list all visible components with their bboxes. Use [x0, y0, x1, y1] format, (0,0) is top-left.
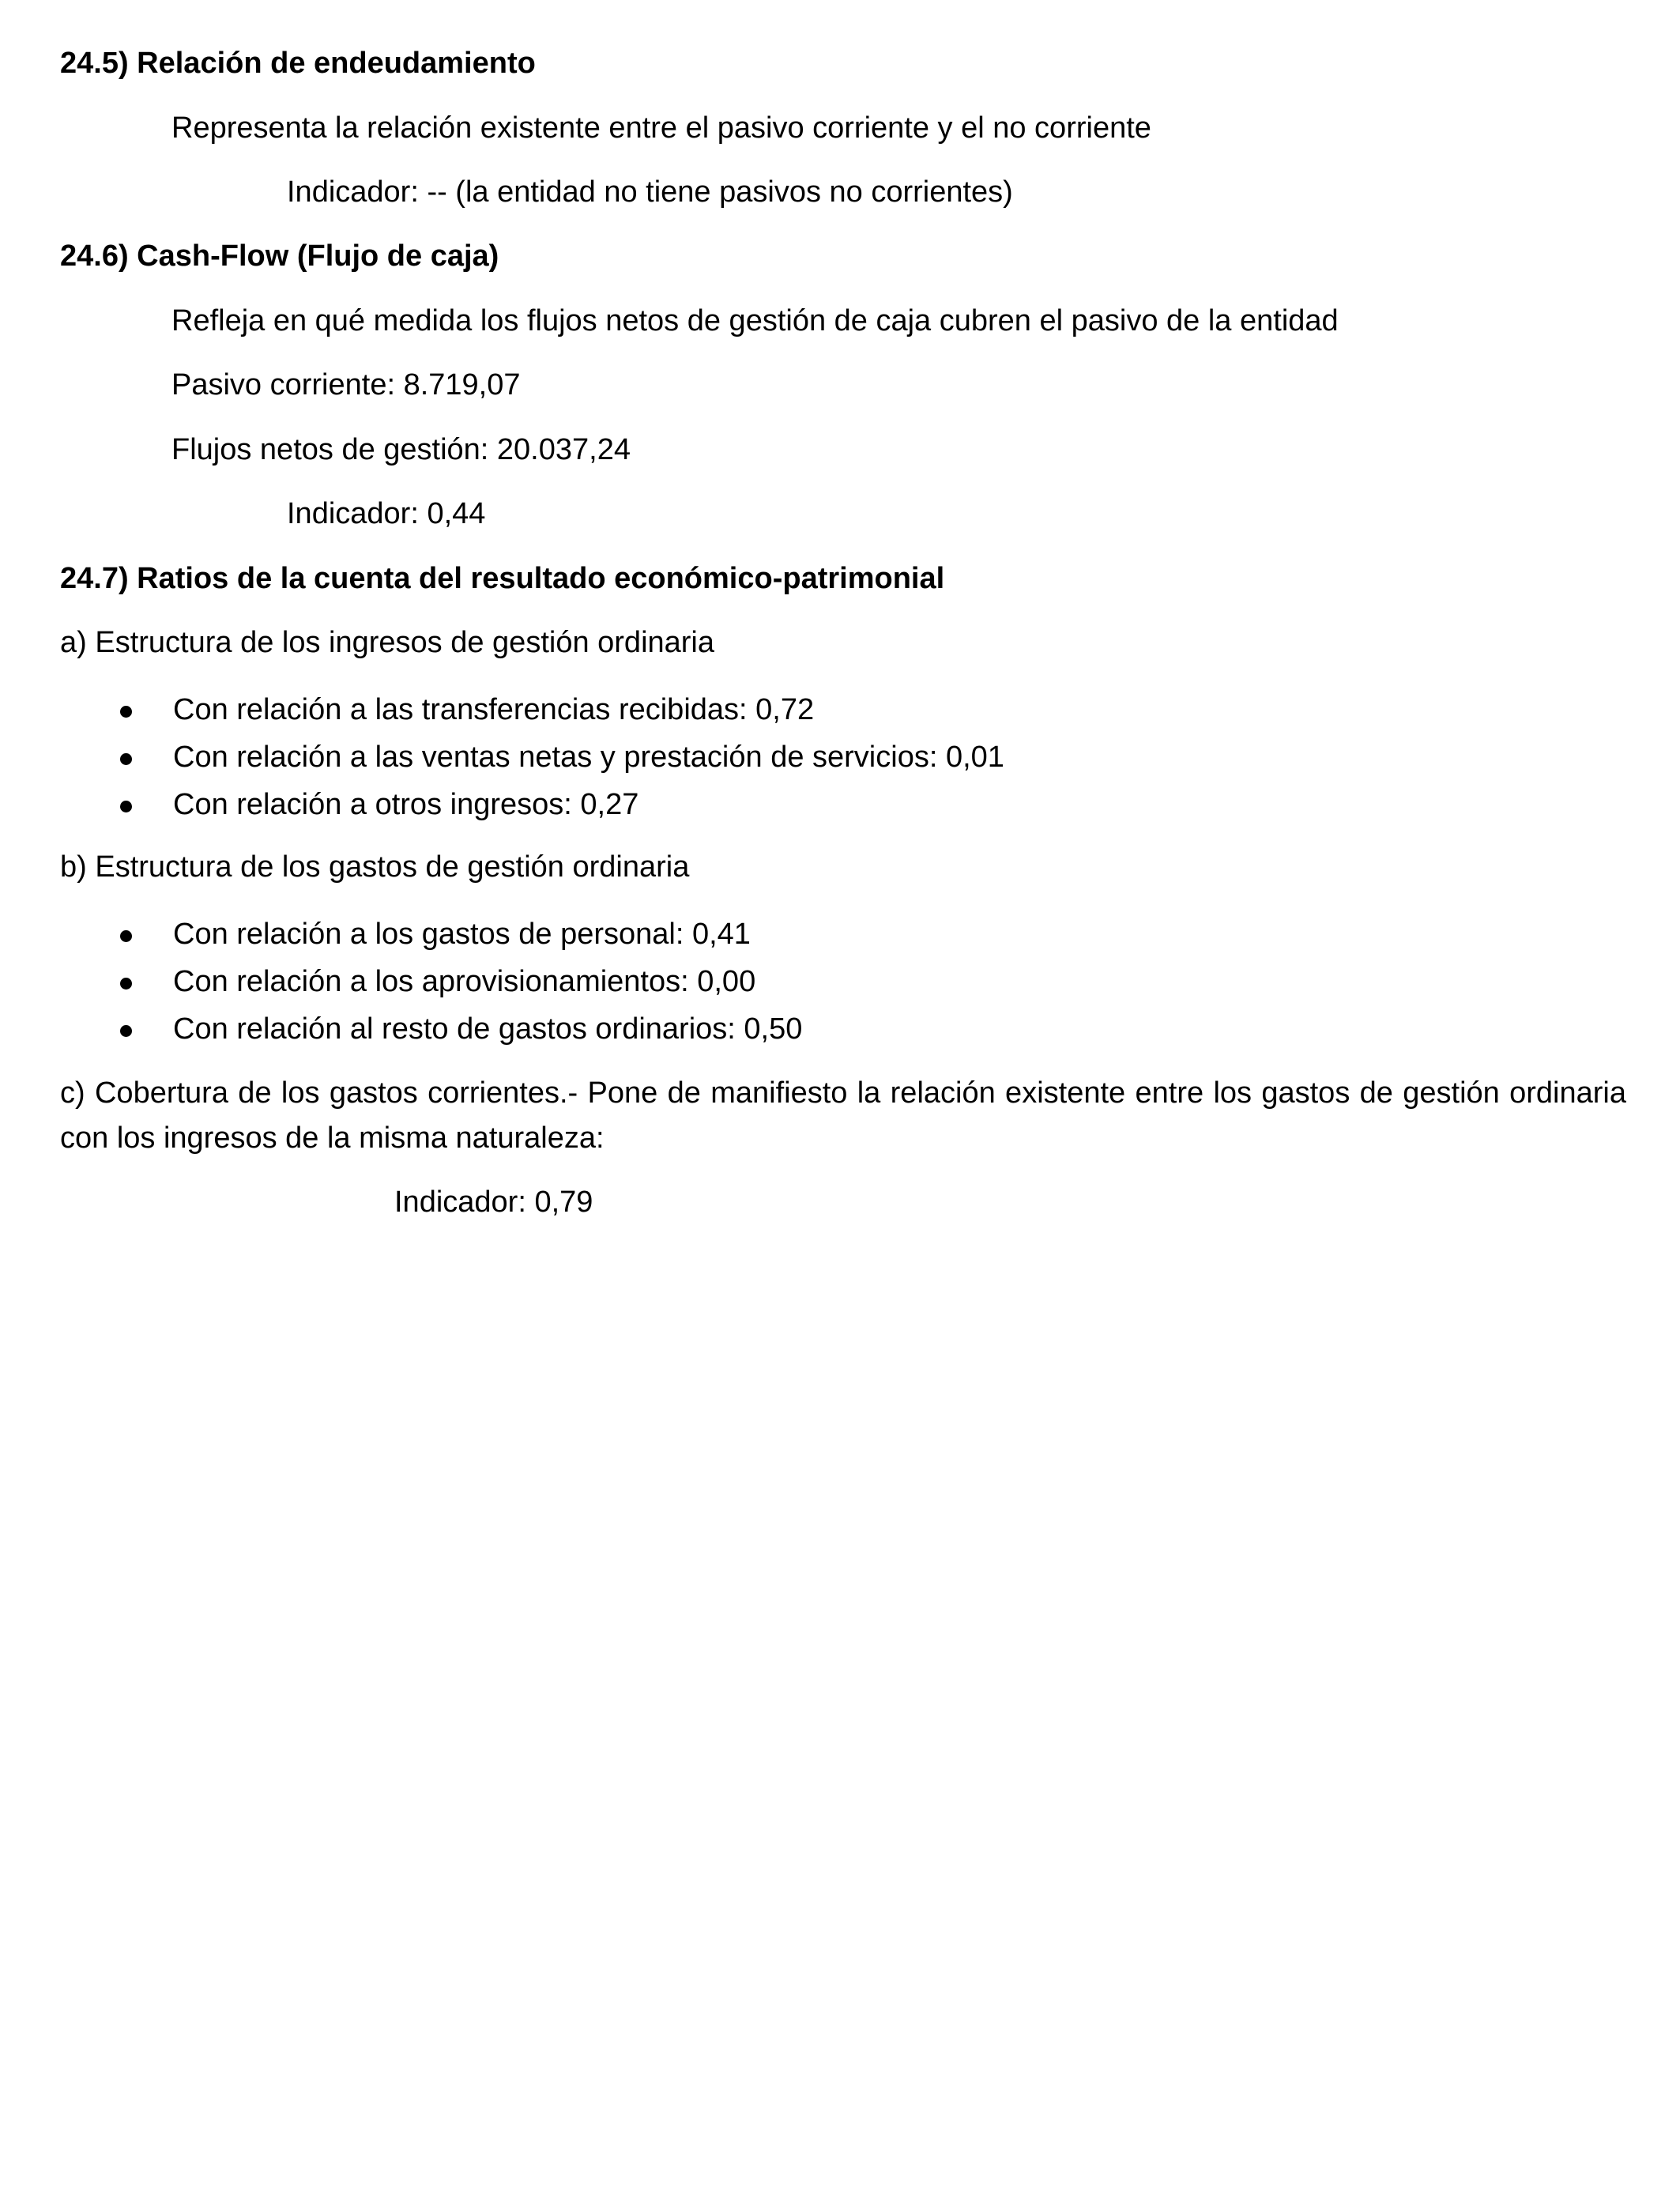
ingresos-structure-title: a) Estructura de los ingresos de gestión ordinaria	[60, 626, 715, 659]
section-24-7-heading: 24.7) Ratios de la cuenta del resultado económico-patrimonial	[60, 562, 945, 595]
bullet-icon	[120, 753, 132, 765]
section-24-5-indicator: Indicador: -- (la entidad no tiene pasivos no corrientes)	[287, 175, 1013, 209]
gastos-item-personal: Con relación a los gastos de personal: 0,41	[173, 918, 751, 951]
flujos-netos: Flujos netos de gestión: 20.037,24	[171, 433, 631, 466]
bullet-icon	[120, 801, 132, 812]
pasivo-corriente: Pasivo corriente: 8.719,07	[171, 368, 521, 401]
gastos-item-resto: Con relación al resto de gastos ordinarios: 0,50	[173, 1012, 803, 1046]
bullet-icon	[120, 706, 132, 718]
section-24-5-heading: 24.5) Relación de endeudamiento	[60, 47, 536, 80]
bullet-icon	[120, 930, 132, 942]
bullet-icon	[120, 1025, 132, 1037]
section-24-6-indicator: Indicador: 0,44	[287, 497, 486, 530]
ingresos-item-transferencias: Con relación a las transferencias recibidas: 0,72	[173, 693, 815, 726]
gastos-structure-title: b) Estructura de los gastos de gestión ordinaria	[60, 850, 690, 884]
bullet-icon	[120, 978, 132, 990]
ingresos-item-otros: Con relación a otros ingresos: 0,27	[173, 788, 639, 821]
cobertura-paragraph: c) Cobertura de los gastos corrientes.- Pone de manifiesto la relación existente entre los gastos de gestión ordinaria con los ingresos de la misma naturaleza:	[60, 1076, 1626, 1155]
cobertura-indicator: Indicador: 0,79	[394, 1186, 593, 1219]
gastos-item-aprovisionamientos: Con relación a los aprovisionamientos: 0,00	[173, 965, 756, 998]
section-24-6-description: Refleja en qué medida los flujos netos de gestión de caja cubren el pasivo de la entidad	[171, 304, 1339, 337]
ingresos-item-ventas: Con relación a las ventas netas y prestación de servicios: 0,01	[173, 741, 1004, 774]
section-24-6-heading: 24.6) Cash-Flow (Flujo de caja)	[60, 239, 499, 273]
section-24-5-description: Representa la relación existente entre el pasivo corriente y el no corriente	[171, 111, 1151, 145]
